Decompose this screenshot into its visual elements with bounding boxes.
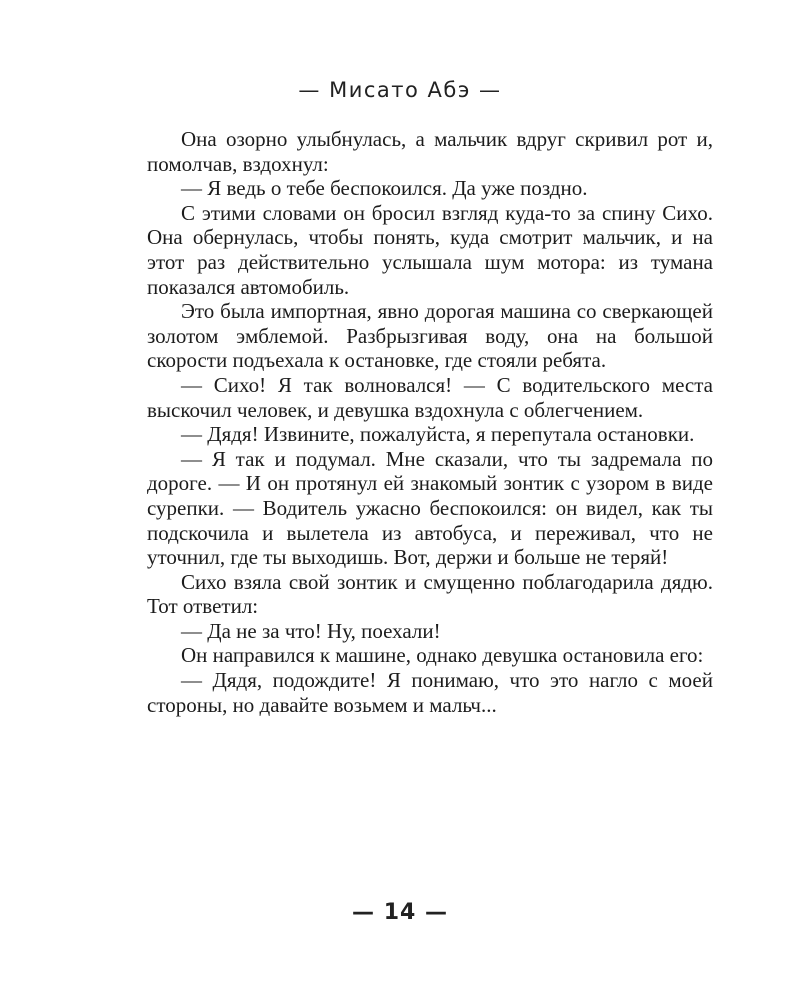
paragraph: С этими словами он бросил взгляд куда-то за спину Сихо. Она обернулась, чтобы понять, куда смотрит мальчик, и на этот раз действительно услышала шум мотора: из тумана показался автомобиль. <box>147 200 713 299</box>
paragraph: Он направился к машине, однако девушка остановила его: <box>181 643 704 668</box>
paragraph: — Я ведь о тебе беспокоился. Да уже поздно. <box>181 176 588 201</box>
paragraph: Она озорно улыбнулась, а мальчик вдруг скривил рот и, помолчав, вздохнул: <box>147 127 713 176</box>
paragraph: — Я так и подумал. Мне сказали, что ты задремала по дороге. — И он протянул ей знакомый зонтик с узором в виде сурепки. — Водитель ужасно беспокоился: он видел, как ты подскочила и вылетела из автобуса, и переживал, что не уточнил, где ты выходишь. Вот, держи и больше не теряй! <box>147 446 713 570</box>
body-text <box>147 127 713 717</box>
paragraph: — Дядя! Извините, пожалуйста, я перепутала остановки. <box>181 422 695 447</box>
paragraph: Сихо взяла свой зонтик и смущенно поблагодарила дядю. Тот ответил: <box>147 569 713 619</box>
paragraph: — Да не за что! Ну, поехали! <box>181 618 441 643</box>
page-number: — 14 — <box>352 900 448 925</box>
paragraph: Это была импортная, явно дорогая машина со сверкающей золотом эмблемой. Разбрызгивая воду, она на большой скорости подъехала к остановке, где стояли ребята. <box>147 299 713 373</box>
paragraph: — Дядя, подождите! Я понимаю, что это нагло с моей стороны, но давайте возьмем и мальч... <box>147 668 713 717</box>
paragraph: — Сихо! Я так волновался! — С водительского места выскочил человек, и девушка вздохнула с облегчением. <box>147 372 713 422</box>
running-header-author: — Мисато Абэ — <box>298 78 502 102</box>
